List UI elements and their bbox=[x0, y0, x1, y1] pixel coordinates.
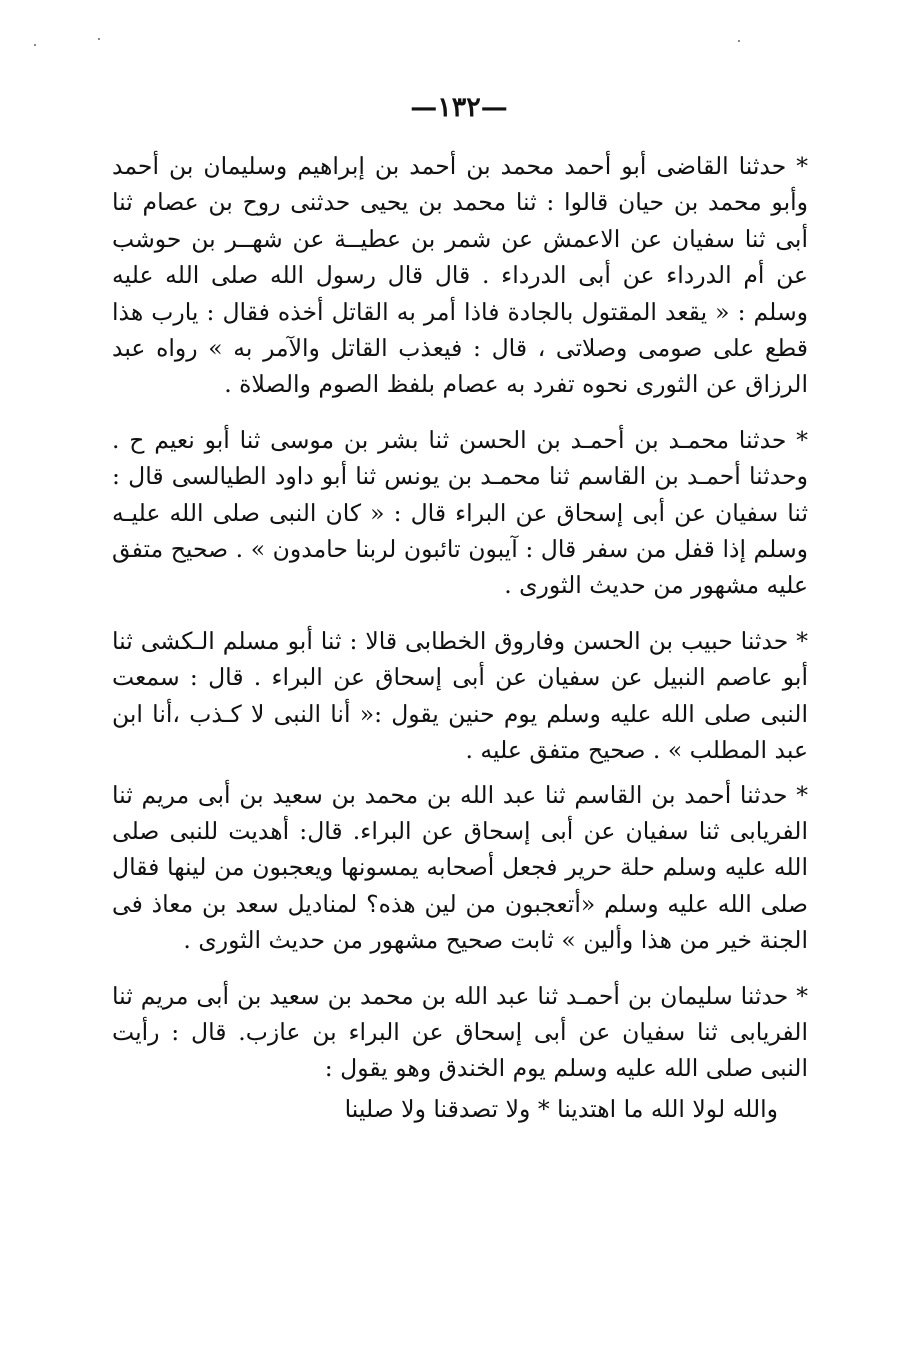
hadith-paragraph-1: * حدثنا القاضى أبو أحمد محمد بن أحمد بن إبراهيم وسليمان بن أحمد وأبو محمد بن حيان قالوا : ثنا محمد بن يحيى حدثنى روح بن عصام ثنا أبى ثنا سفيان عن الاعمش عن شمر بن عطيــة عن شهــر بن حوشب عن أم الدرداء عن أبى الدرداء . قال قال رسول الله صلى الله عليه وسلم : « يقعد المقتول بالجادة فاذا أمر به القاتل أخذه فقال : يارب هذا قطع على صومى وصلاتى ، قال : فيعذب القاتل والآمر به » رواه عبد الرزاق عن الثورى نحوه تفرد به عصام بلفظ الصوم والصلاة . bbox=[112, 152, 808, 399]
scan-speck bbox=[738, 40, 740, 42]
hadith-paragraph-5: * حدثنا سليمان بن أحمـد ثنا عبد الله بن محمد بن سعيد بن أبى مريم ثنا الفريابى ثنا سفيان عن أبى إسحاق عن البراء بن عازب. قال : رأيت النبى صلى الله عليه وسلم يوم الخندق وهو يقول : bbox=[112, 981, 808, 1083]
poetry-verse: والله لولا الله ما اهتدينا * ولا تصدقنا ولا صلينا bbox=[344, 1094, 778, 1123]
scan-speck bbox=[34, 44, 36, 46]
hadith-paragraph-3: * حدثنا حبيب بن الحسن وفاروق الخطابى قالا : ثنا أبو مسلم الـكشى ثنا أبو عاصم النبيل عن سفيان عن أبى إسحاق عن البراء . قال : سمعت النبى صلى الله عليه وسلم يوم حنين يقول :« أنا النبى لا كـذب ،أنا ابن عبد المطلب » . صحيح متفق عليه . bbox=[112, 626, 808, 765]
hadith-paragraph-2: * حدثنا محمـد بن أحمـد بن الحسن ثنا بشر بن موسى ثنا أبو نعيم ح . وحدثنا أحمـد بن القاسم ثنا محمـد بن يونس ثنا أبو داود الطيالسى قال : ثنا سفيان عن أبى إسحاق عن البراء قال : « كان النبى صلى الله عليـه وسلم إذا قفل من سفر قال : آيبون تائبون لربنا حامدون » . صحيح متفق عليه مشهور من حديث الثورى . bbox=[112, 425, 808, 600]
hadith-paragraph-4: * حدثنا أحمد بن القاسم ثنا عبد الله بن محمد بن سعيد بن أبى مريم ثنا الفريابى ثنا سفيان عن أبى إسحاق عن البراء. قال: أهديت للنبى صلى الله عليه وسلم حلة حرير فجعل أصحابه يمسونها ويعجبون من لينها فقال صلى الله عليه وسلم «أتعجبون من لين هذه؟ لمناديل سعد بن معاذ فى الجنة خير من هذا وألين » ثابت صحيح مشهور من حديث الثورى . bbox=[112, 780, 808, 955]
scan-speck bbox=[98, 38, 100, 40]
page-number: —١٣٢— bbox=[410, 92, 508, 123]
page-body bbox=[112, 148, 808, 1127]
